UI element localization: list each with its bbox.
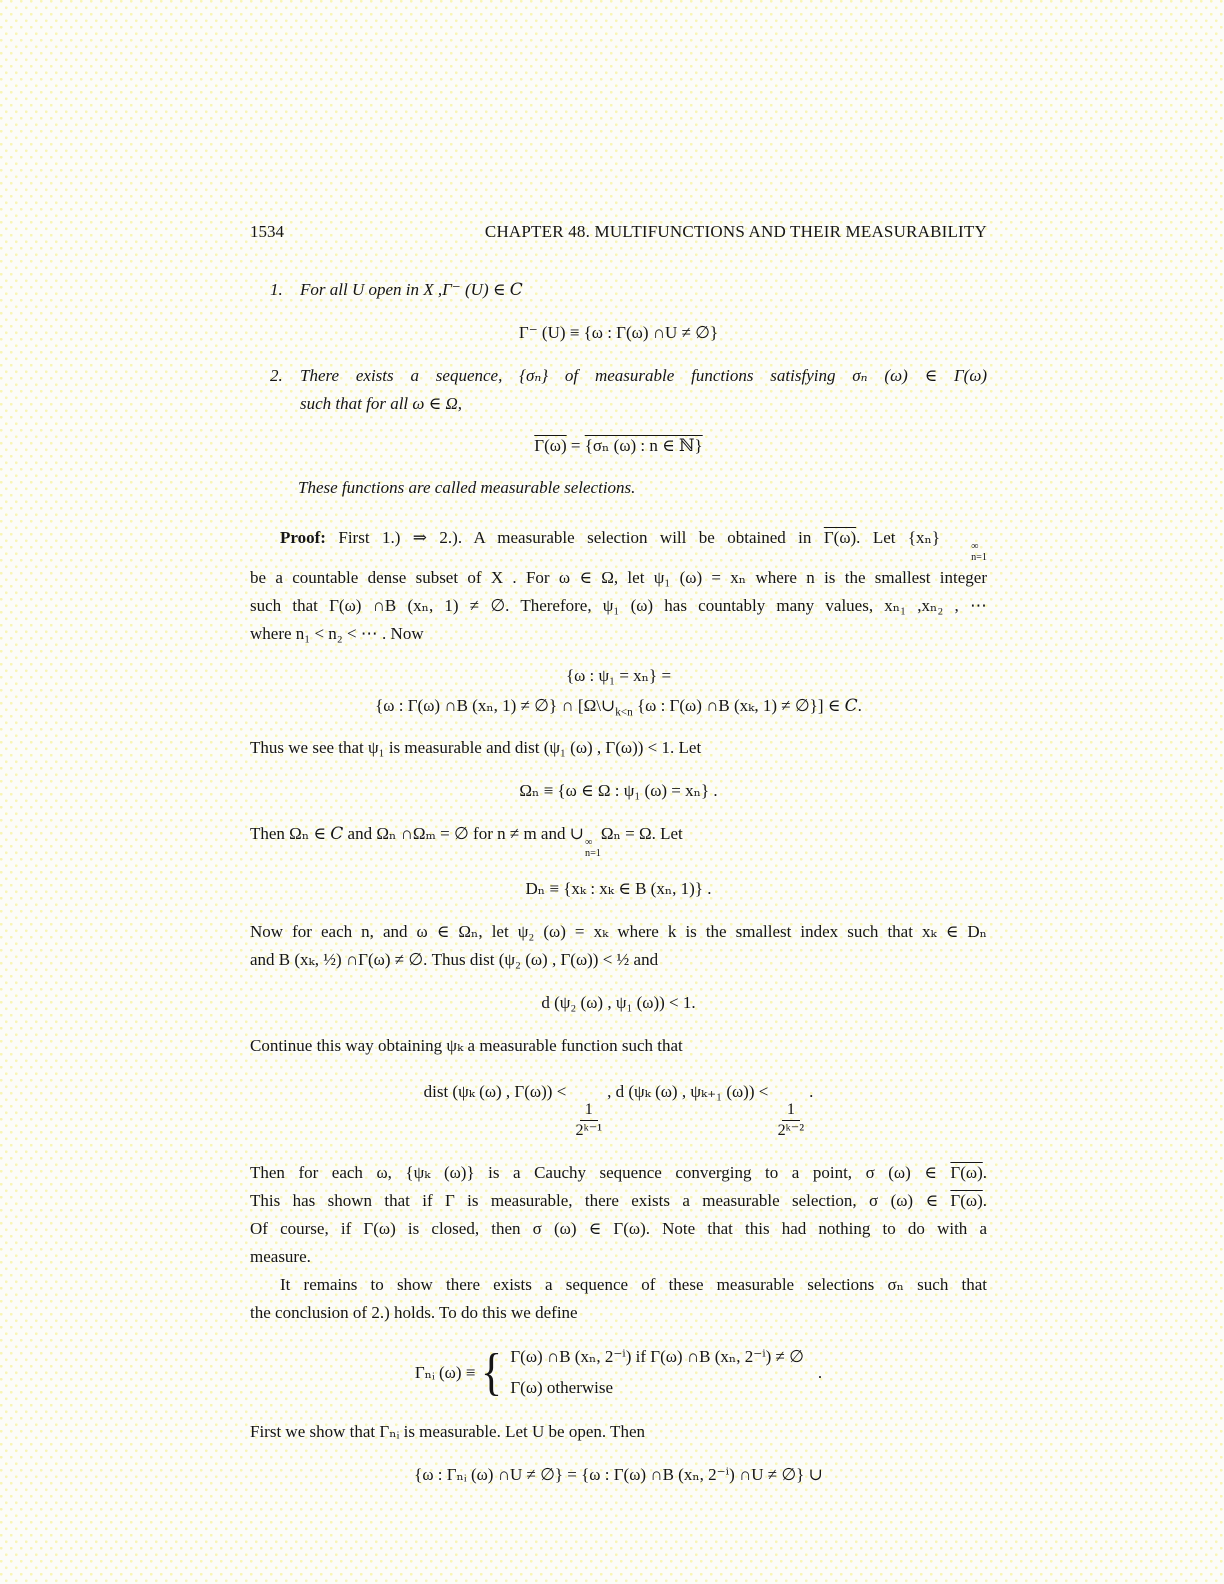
union-index: k<n (615, 706, 633, 719)
proof-paragraph-3: Then Ωₙ ∈ C and Ωₙ ∩Ωₘ = ∅ for n ≠ m and ∪ ∞ n=1 Ωₙ = Ω. Let (250, 824, 683, 860)
paragraph-7-line-1: It remains to show there exists a sequence of these measurable selections σₙ such that (280, 1275, 987, 1295)
equation-gamma-inverse: Γ⁻ (U) ≡ {ω : Γ(ω) ∩U ≠ ∅} (518, 323, 719, 342)
equation-omega-n: Ωₙ ≡ {ω ∈ Ω : ψ₁ (ω) = xₙ} . (519, 781, 718, 801)
proof-paragraph-4 (250, 918, 987, 974)
list-item-1-text: For all U open in X ,Γ⁻ (U) ∈ C (300, 280, 523, 300)
proof-line-1: Proof: First 1.) ⇒ 2.). A measurable selection will be obtained in Γ(ω). Let {xₙ} ∞ n=1 (280, 528, 988, 564)
script-c: C (844, 696, 858, 717)
proof-paragraph-5: Continue this way obtaining ψₖ a measurable function such that (250, 1036, 683, 1056)
equation-distance: d (ψ₂ (ω) , ψ₁ (ω)) < 1. (541, 993, 696, 1013)
equation-gamma-ni-open: {ω : Γₙᵢ (ω) ∩U ≠ ∅} = {ω : Γ(ω) ∩B (xₙ, 2⁻ⁱ) ∩U ≠ ∅} ∪ (414, 1465, 823, 1485)
list-item-2-line-2: such that for all ω ∈ Ω, (300, 394, 463, 413)
list-item-2-line-1: There exists a sequence, {σₙ} of measurable functions satisfying σₙ (ω) ∈ Γ(ω) (300, 366, 987, 385)
equation-dist-bounds: dist (ψₖ (ω) , Γ(ω)) < $\frac{1}{\text{2ᵏ⁻¹}}$ , d (ψₖ (ω) , ψₖ₊₁ (ω)) < $\frac{1}{\text{2ᵏ⁻²}}$ . (250, 1078, 987, 1141)
proof-paragraph-1 (250, 524, 987, 648)
overline-sigma-set: {σₙ (ω) : n ∈ ℕ} (584, 436, 703, 455)
cases-lhs: Γₙᵢ (ω) ≡ (414, 1362, 476, 1382)
proof-line-4: where n₁ < n₂ < ⋯ . Now (250, 624, 424, 644)
fraction-2: $\frac{1}{\text{2ᵏ⁻²}}$ (777, 1101, 805, 1140)
proof-paragraph-8: First we show that Γₙᵢ is measurable. Let U be open. Then (250, 1422, 645, 1442)
list-item-2-text (300, 362, 987, 418)
proof-label: Proof: (280, 528, 326, 547)
page-content (250, 218, 987, 1504)
measurable-selections-note: These functions are called measurable selections. (298, 478, 636, 497)
overline-gamma: Γ(ω) (534, 436, 567, 455)
proof-line-2: be a countable dense subset of X . For ω ∈ Ω, let ψ₁ (ω) = xₙ where n is the smallest integer (250, 568, 987, 588)
paragraph-6-line-1: Then for each ω, {ψₖ (ω)} is a Cauchy sequence converging to a point, σ (ω) ∈ Γ(ω). (250, 1163, 987, 1183)
proof-paragraph-2: Thus we see that ψ₁ is measurable and dist (ψ₁ (ω) , Γ(ω)) < 1. Let (250, 738, 702, 758)
overline-gamma: Γ(ω) (823, 528, 857, 547)
sequence-limits: ∞ n=1 (971, 540, 988, 564)
chapter-title: CHAPTER 48. MULTIFUNCTIONS AND THEIR MEASURABILITY (484, 222, 987, 241)
equation-closure: Γ(ω) = {σₙ (ω) : n ∈ ℕ} (534, 436, 703, 455)
paragraph-4-line-2: and B (xₖ, ½) ∩Γ(ω) ≠ ∅. Thus dist (ψ₂ (ω) , Γ(ω)) < ½ and (250, 950, 659, 970)
cases-brace: { (481, 1343, 503, 1401)
list-item-2 (270, 362, 987, 418)
paragraph-6-line-2: This has shown that if Γ is measurable, there exists a measurable selection, σ (ω) ∈ Γ(ω). (250, 1191, 987, 1211)
cases-period: . (817, 1362, 823, 1382)
paragraph-4-line-1: Now for each n, and ω ∈ Ωₙ, let ψ₂ (ω) = xₖ where k is the smallest index such that xₖ ∈ Dₙ (250, 922, 987, 942)
equation-gamma-ni-cases (250, 1343, 987, 1402)
proof-paragraph-7 (250, 1271, 987, 1327)
list-item-2-marker: 2. (270, 366, 283, 385)
script-c: C (509, 280, 523, 300)
equation-d-n: Dₙ ≡ {xₖ : xₖ ∈ B (xₙ, 1)} . (525, 879, 712, 899)
cases-row-1: Γ(ω) ∩B (xₙ, 2⁻ⁱ) if Γ(ω) ∩B (xₙ, 2⁻ⁱ) ≠ ∅ (510, 1347, 804, 1367)
cases-row-2: Γ(ω) otherwise (510, 1378, 614, 1398)
equation-measurability: {ω : Γ(ω) ∩B (xₙ, 1) ≠ ∅} ∩ [$\Omega\backslash\cup_{k<n}$ {ω : Γ(ω) ∩B (xₖ, 1) ≠ ∅}] ∈ C. (375, 696, 862, 719)
page-number: 1534 (250, 222, 284, 241)
list-item-1-marker: 1. (270, 280, 283, 299)
paragraph-6-line-3: Of course, if Γ(ω) is closed, then σ (ω) ∈ Γ(ω). Note that this had nothing to do with a (250, 1219, 987, 1239)
equation-psi1-set: {ω : ψ₁ = xₙ} = (565, 666, 672, 686)
union-limits: ∞ n=1 (584, 836, 601, 860)
overline-gamma: Γ(ω) (950, 1191, 983, 1211)
proof-line-3: such that Γ(ω) ∩B (xₙ, 1) ≠ ∅. Therefore, ψ₁ (ω) has countably many values, xₙ₁ ,xₙ₂ , ⋯ (250, 596, 987, 616)
page-header (250, 218, 987, 246)
cases-rows (510, 1343, 804, 1402)
paragraph-7-line-2: the conclusion of 2.) holds. To do this we define (250, 1303, 578, 1323)
cases-construct (415, 1343, 822, 1402)
fraction-1: $\frac{1}{\text{2ᵏ⁻¹}}$ (575, 1101, 603, 1140)
proof-paragraph-6 (250, 1159, 987, 1271)
overline-gamma: Γ(ω) (950, 1163, 983, 1183)
list-item-1 (270, 276, 987, 304)
paragraph-6-line-4: measure. (250, 1247, 311, 1267)
script-c: C (330, 824, 344, 845)
